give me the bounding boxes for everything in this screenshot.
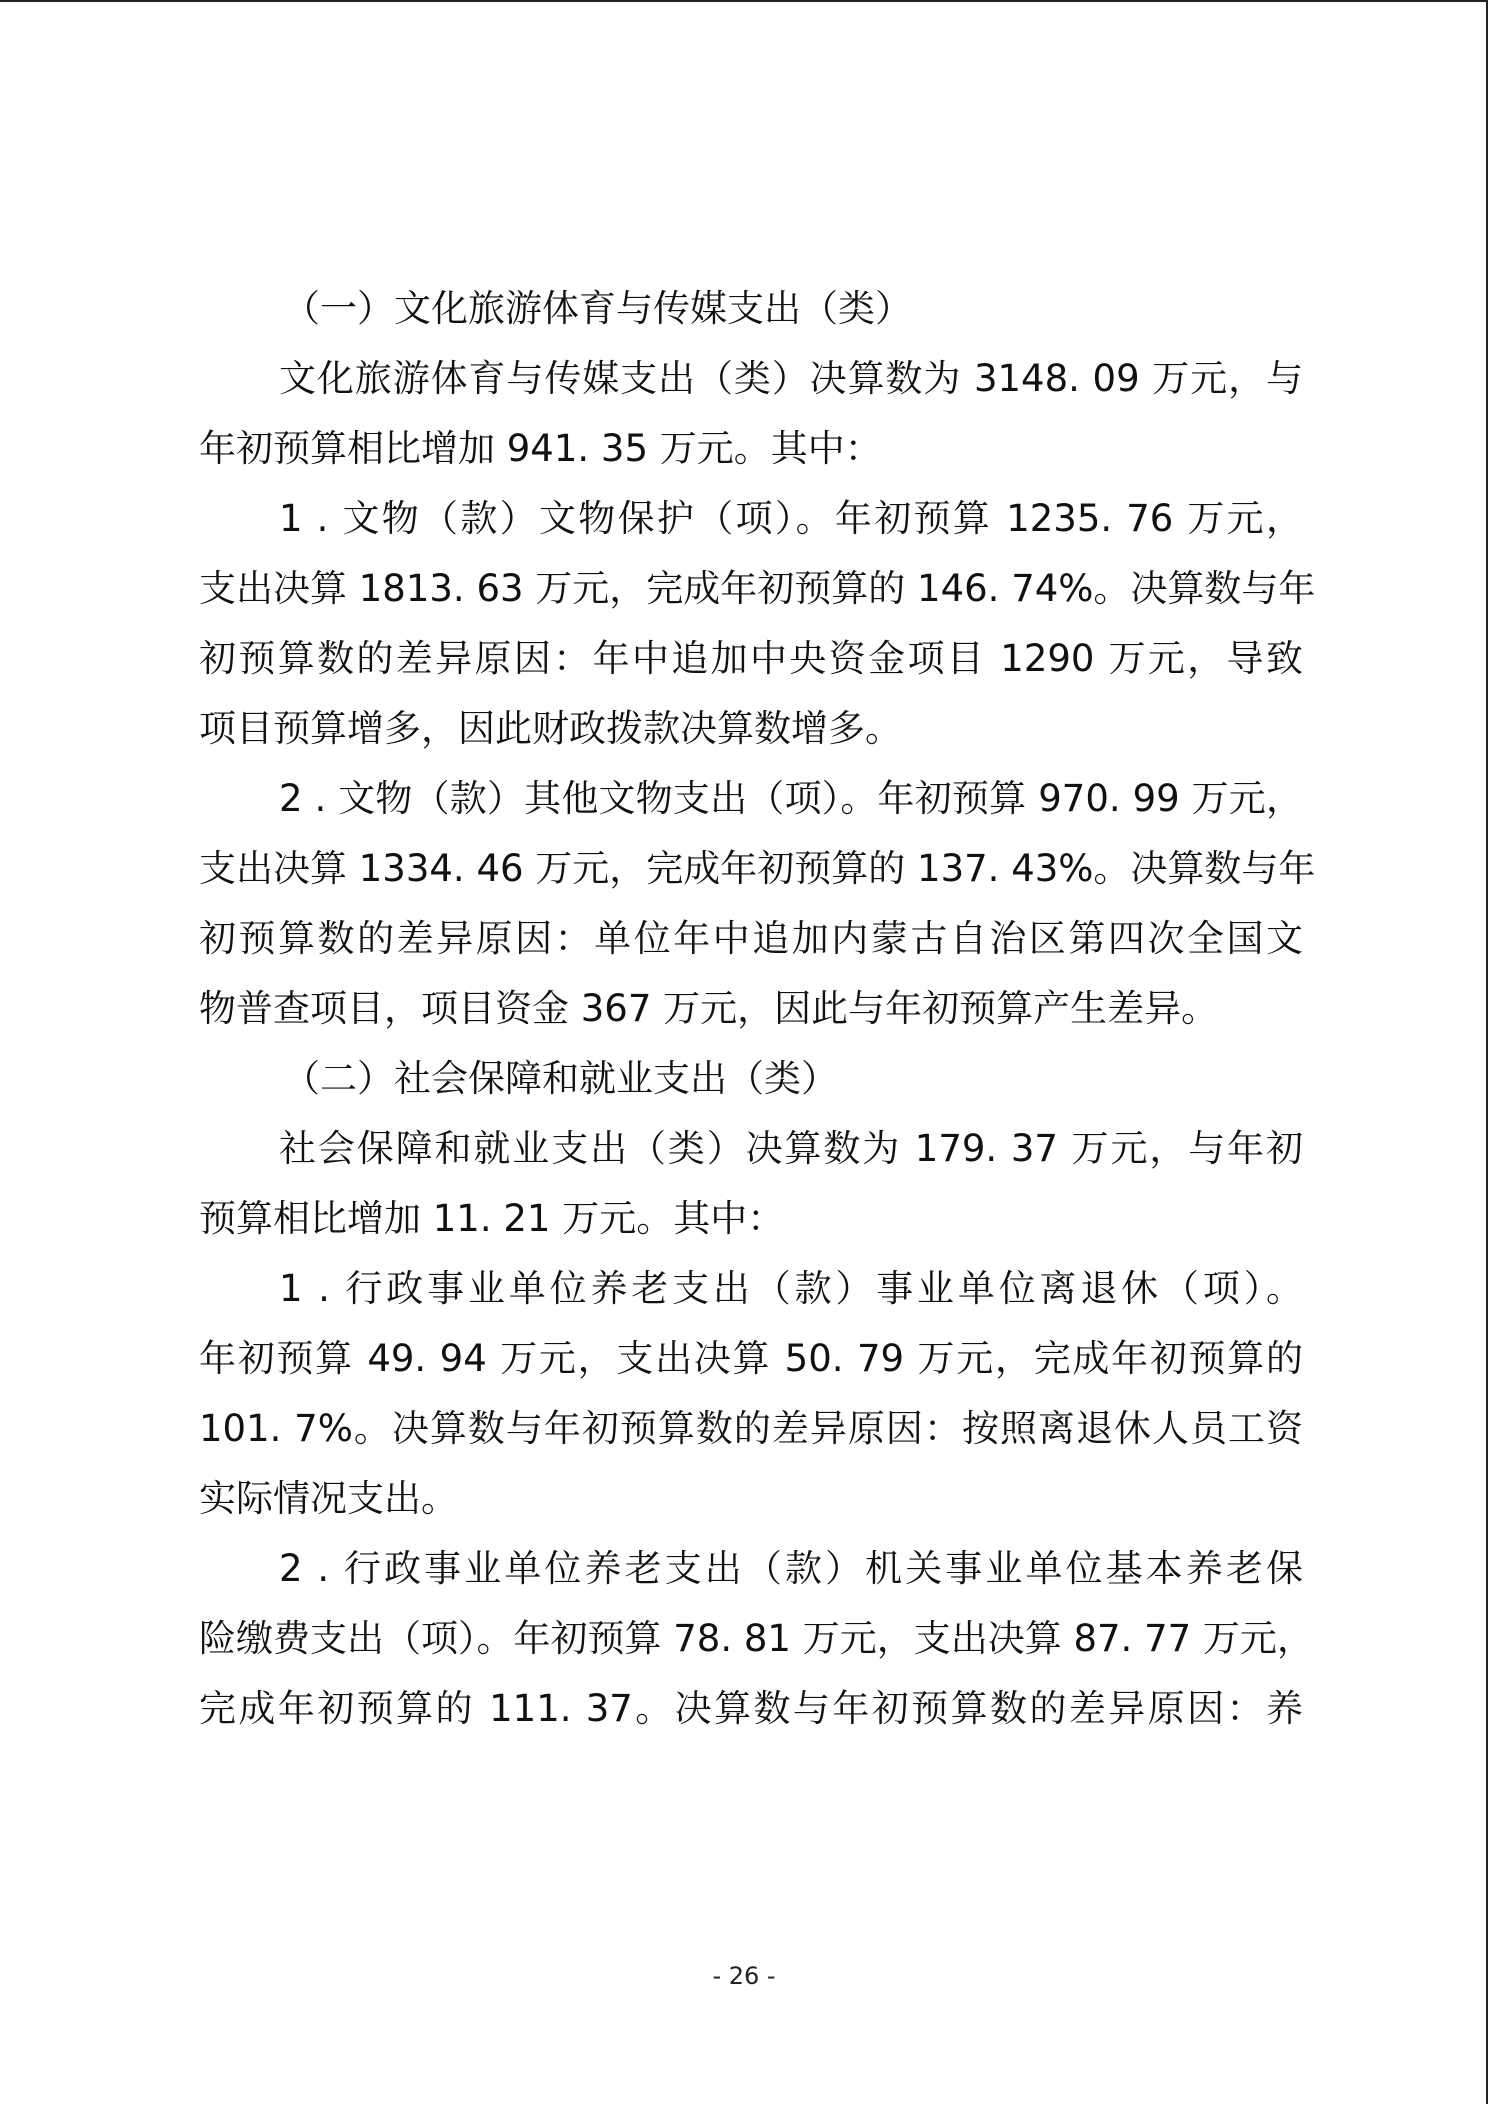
paragraph-line: 文化旅游体育与传媒支出（类）决算数为 3148. 09 万元，与 bbox=[279, 357, 1303, 400]
paragraph-line: 预算相比增加 11. 21 万元。其中： bbox=[199, 1197, 785, 1240]
section-heading-culture: （一）文化旅游体育与传媒支出（类） bbox=[283, 287, 912, 330]
paragraph-line: 1 . 文物（款）文物保护（项）。年初预算 1235. 76 万元， bbox=[279, 497, 1303, 540]
paragraph-line: 初预算数的差异原因：年中追加中央资金项目 1290 万元，导致 bbox=[199, 637, 1303, 680]
paragraph-line: 社会保障和就业支出（类）决算数为 179. 37 万元，与年初 bbox=[279, 1127, 1303, 1170]
paragraph-line: 1 . 行政事业单位养老支出（款）事业单位离退休（项）。 bbox=[279, 1267, 1303, 1310]
document-body bbox=[199, 274, 1316, 1744]
paragraph-line: 实际情况支出。 bbox=[199, 1477, 458, 1520]
section-heading-social-security: （二）社会保障和就业支出（类） bbox=[283, 1057, 838, 1100]
page-number: - 26 - bbox=[712, 1962, 776, 1990]
paragraph-line: 年初预算 49. 94 万元，支出决算 50. 79 万元，完成年初预算的 bbox=[199, 1337, 1303, 1380]
paragraph-line: 2 . 行政事业单位养老支出（款）机关事业单位基本养老保 bbox=[279, 1547, 1303, 1590]
paragraph-line: 支出决算 1334. 46 万元，完成年初预算的 137. 43%。决算数与年 bbox=[199, 847, 1316, 890]
paragraph-line: 年初预算相比增加 941. 35 万元。其中： bbox=[199, 427, 882, 470]
paragraph-line: 险缴费支出（项）。年初预算 78. 81 万元，支出决算 87. 77 万元， bbox=[199, 1617, 1314, 1660]
paragraph-line: 2 . 文物（款）其他文物支出（项）。年初预算 970. 99 万元， bbox=[279, 777, 1303, 820]
paragraph-line: 支出决算 1813. 63 万元，完成年初预算的 146. 74%。决算数与年 bbox=[199, 567, 1316, 610]
paragraph-line: 101. 7%。决算数与年初预算数的差异原因：按照离退休人员工资 bbox=[199, 1407, 1303, 1450]
paragraph-line: 项目预算增多，因此财政拨款决算数增多。 bbox=[199, 707, 902, 750]
paragraph-line: 初预算数的差异原因：单位年中追加内蒙古自治区第四次全国文 bbox=[199, 917, 1303, 960]
paragraph-line: 物普查项目，项目资金 367 万元，因此与年初预算产生差异。 bbox=[199, 987, 1219, 1030]
paragraph-line: 完成年初预算的 111. 37。决算数与年初预算数的差异原因：养 bbox=[199, 1687, 1303, 1730]
